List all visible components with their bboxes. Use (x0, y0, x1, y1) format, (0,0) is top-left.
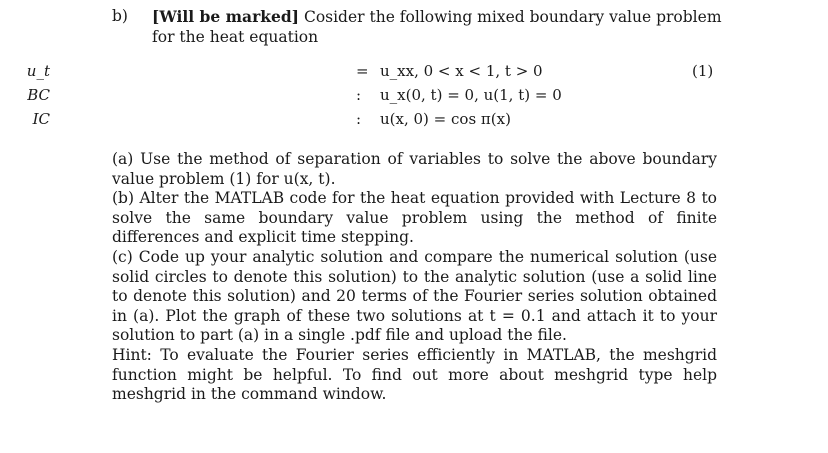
equation-lhs: BC (27, 86, 50, 104)
equation-operator: : (356, 86, 362, 104)
intro-text: Cosider the following mixed boundary value problem for the heat equation (152, 8, 722, 46)
equation-operator: = (356, 62, 369, 80)
marked-tag: [Will be marked] (152, 7, 300, 26)
equation-rhs: u_xx, 0 < x < 1, t > 0 (380, 62, 543, 80)
part-c: (c) Code up your analytic solution and compare the numerical solution (use solid circles to denote this solution) to the analytic solution (use a solid line to denote this solution) and 20 terms of the Fourier series solution obtained in (a). Plot the graph of these two solutions at t = 0.1 and attach it to your solution to part (a) in a single .pdf file and upload the file. (112, 247, 717, 345)
equation-number: (1) (692, 62, 714, 80)
part-b: (b) Alter the MATLAB code for the heat equation provided with Lecture 8 to solve the same boundary value problem using the method of finite differences and explicit time stepping. (112, 189, 717, 247)
hint: Hint: To evaluate the Fourier series efficiently in MATLAB, the meshgrid function might be helpful. To find out more about meshgrid type help meshgrid in the command window. (112, 345, 717, 404)
equation-operator: : (356, 110, 362, 128)
equation-rhs: u_x(0, t) = 0, u(1, t) = 0 (380, 86, 562, 104)
equation-lhs: IC (32, 110, 50, 128)
problem-intro (152, 7, 722, 47)
equation-rhs: u(x, 0) = cos π(x) (380, 110, 511, 128)
equation-lhs: u_t (26, 62, 50, 80)
part-a: (a) Use the method of separation of variables to solve the above boundary value problem (1) for u(x, t). (112, 150, 717, 188)
problem-label: b) (112, 7, 128, 25)
question-parts (112, 150, 717, 405)
